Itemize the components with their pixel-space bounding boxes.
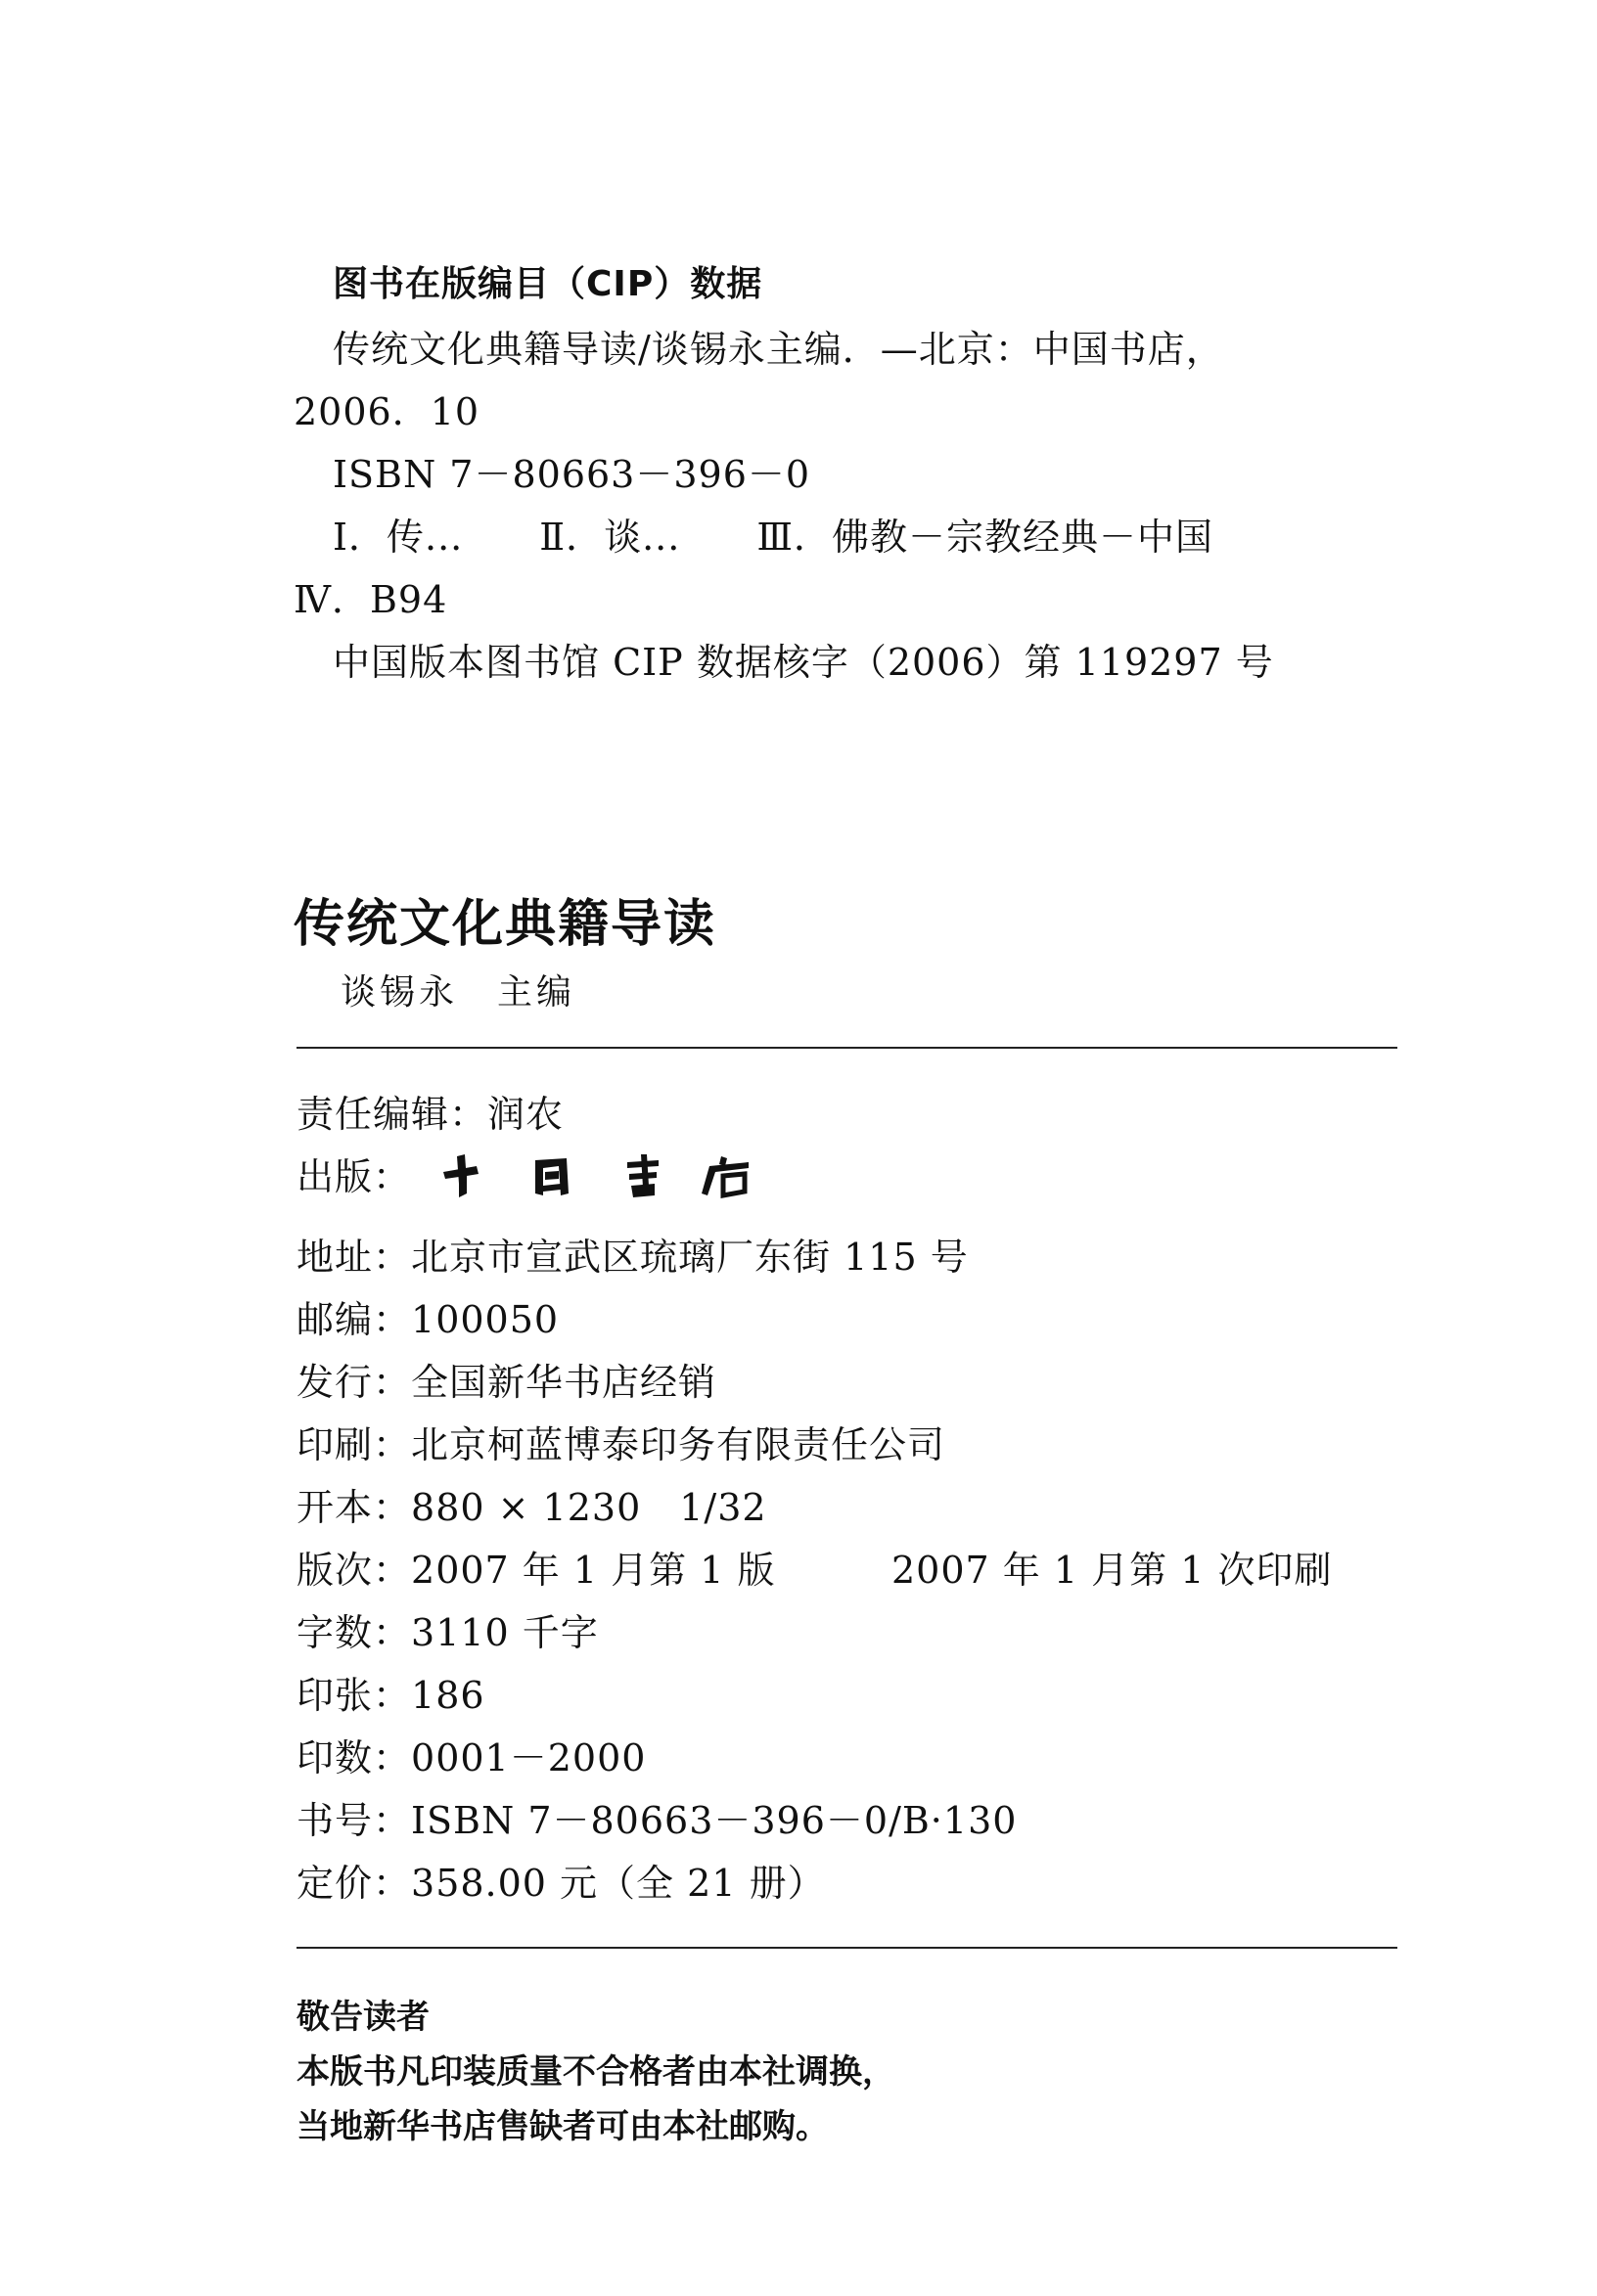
sheets-label: 印张： [297,1674,412,1717]
row-copies [297,1728,646,1781]
format-label: 开本： [297,1486,412,1529]
publisher-label: 出版： [297,1155,412,1198]
editor-value: 润农 [487,1093,565,1136]
book-title: 传统文化典籍导读 [294,895,717,954]
row-isbn [297,1790,1017,1844]
printing-label: 印刷： [297,1423,412,1466]
impression-value: 2007 年 1 月第 1 次印刷 [891,1549,1333,1592]
cip-line-2: 2006．10 [294,390,480,433]
cip-line-1: 传统文化典籍导读/谈锡永主编．—北京：中国书店， [333,328,1224,371]
format-value: 880 × 1230 1/32 [411,1486,767,1529]
cip-heading: 图书在版编目（CIP）数据 [333,264,763,304]
publisher-calligraphy-logo [437,1152,760,1199]
isbn-value: ISBN 7－80663－396－0/B·130 [411,1799,1018,1842]
bottom-divider [297,1947,1397,1949]
top-divider [297,1047,1397,1049]
row-editor [297,1084,564,1138]
edition-value: 2007 年 1 月第 1 版 [411,1549,776,1592]
book-editor: 谈锡永 主编 [341,972,576,1013]
price-value: 358.00 元（全 21 册） [411,1862,826,1905]
cip-line-5: Ⅳ．B94 [294,578,448,621]
row-wordcount [297,1602,599,1656]
isbn-label: 书号： [297,1799,412,1842]
sheets-value: 186 [411,1674,485,1717]
publisher-logo [437,1152,760,1208]
row-format [297,1477,767,1531]
row-printing [297,1415,945,1468]
distribution-label: 发行： [297,1361,412,1404]
cip-line-4: Ⅰ．传... Ⅱ．谈... Ⅲ．佛教－宗教经典－中国 [333,516,1213,559]
postcode-value: 100050 [411,1298,560,1341]
postcode-label: 邮编： [297,1298,412,1341]
address-value: 北京市宣武区琉璃厂东街 115 号 [411,1236,969,1279]
copies-label: 印数： [297,1736,412,1779]
wordcount-value: 3110 千字 [411,1611,599,1654]
row-edition [297,1540,1333,1594]
row-address [297,1227,969,1281]
cip-line-3: ISBN 7－80663－396－0 [333,453,811,496]
row-postcode [297,1289,559,1343]
row-sheets [297,1665,485,1719]
printing-value: 北京柯蓝博泰印务有限责任公司 [411,1423,946,1466]
distribution-value: 全国新华书店经销 [411,1361,717,1404]
editor-label: 责任编辑： [297,1093,488,1136]
row-publisher [297,1147,760,1208]
cip-line-6: 中国版本图书馆 CIP 数据核字（2006）第 119297 号 [333,641,1274,684]
row-distribution [297,1352,716,1406]
edition-label: 版次： [297,1549,412,1592]
notice-heading: 敬告读者 [297,1998,430,2037]
copies-value: 0001－2000 [411,1736,647,1779]
address-label: 地址： [297,1236,412,1279]
price-label: 定价： [297,1862,412,1905]
notice-line-1: 本版书凡印装质量不合格者由本社调换， [297,2052,895,2092]
row-price [297,1853,826,1907]
wordcount-label: 字数： [297,1611,412,1654]
notice-line-2: 当地新华书店售缺者可由本社邮购。 [297,2107,829,2146]
